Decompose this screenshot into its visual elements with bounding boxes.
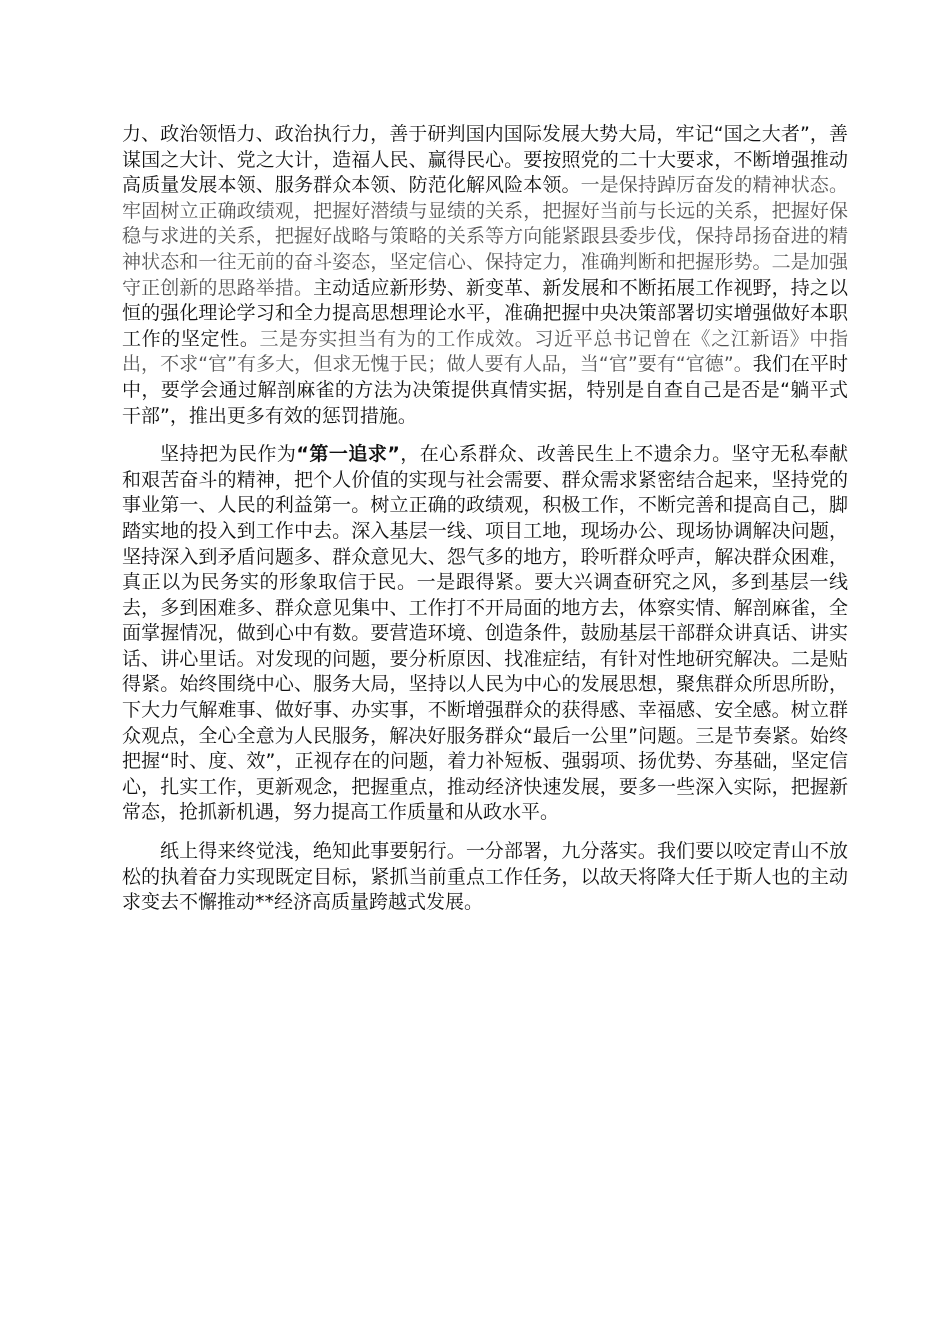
paragraph-2-body: ，在心系群众、改善民生上不遗余力。坚守无私奉献和艰苦奋斗的精神，把个人价值的实现与社会需要、群众需求紧密结合起来，坚持党的事业第一、人民的利益第一。树立正确的政绩观，积极工作，不断完善和提高自己，脚踏实地的投入到工作中去。深入基层一线、项目工地，现场办公、现场协调解决问题，坚持深入到矛盾问题多、群众意见大、怨气多的地方，聆听群众呼声，解决群众困难，真正以为民务实的形象取信于民。一是跟得紧。要大兴调查研究之风，多到基层一线去，多到困难多、群众意见集中、工作打不开局面的地方去，体察实情、解剖麻雀，全面掌握情况，做到心中有数。要营造环境、创造条件，鼓励基层干部群众讲真话、讲实话、讲心里话。对发现的问题，要分析原因、找准症结，有针对性地研究解决。二是贴得紧。始终围绕中心、服务大局，坚持以人民为中心的发展思想，聚焦群众所思所盼，下大力气解难事、做好事、办实事，不断增强群众的获得感、幸福感、安全感。树立群众观点，全心全意为人民服务，解决好服务群众“最后一公里”问题。三是节奏紧。始终把握“时、度、效”，正视存在的问题，着力补短板、强弱项、扬优势、夯基础，坚定信心，扎实工作，更新观念，把握重点，推动经济快速发展，要多一些深入实际，把握新常态，抢抓新机遇，努力提高工作质量和从政水平。 (122, 443, 848, 824)
paragraph-continuation (122, 122, 848, 429)
document-page (122, 122, 848, 916)
paragraph-conclusion (122, 839, 848, 916)
paragraph-1-part-e: 我们在平时中，要学会通过解剖麻雀的方法为决策提供真情实据，特别是自查自己是否是“躺平式干部”，推出更多有效的惩罚措施。 (122, 353, 848, 427)
paragraph-people-first (122, 442, 848, 826)
paragraph-2-lead: 坚持把为民作为 (160, 443, 297, 466)
paragraph-1-part-a: 力、政治领悟力、政治执行力，善于研判国内国际发展大势大局，牢记“国之大者”，善谋国之大计、党之大计，造福人民、赢得民心。要按照党的二十大要求，不断增强推动高质量发展本领、服务群众本领、防范化解风险本领。 (122, 123, 848, 197)
paragraph-2-emphasis: “第一追求” (296, 443, 400, 466)
paragraph-1-part-b: 一是保持踔厉奋发的精神状态。牢固树立正确政绩观，把握好潜绩与显绩的关系，把握好当前与长远的关系，把握好保稳与求进的关系，把握好战略与策略的关系等方向能紧跟县委步伐，保持昂扬奋进的精神状态和一往无前的奋斗姿态，坚定信心、保持定力，准确判断和把握形势。二是加强守正创新的思路举措。 (122, 174, 848, 299)
paragraph-1-part-d: 三是夯实担当有为的工作成效。习近平总书记曾在《之江新语》中指出，不求“官”有多大，但求无愧于民；做人要有人品，当“官”要有“官德”。 (122, 327, 848, 376)
paragraph-1-part-c: 主动适应新形势、新变革、新发展和不断拓展工作视野，持之以恒的强化理论学习和全力提高思想理论水平，准确把握中央决策部署切实增强做好本职工作的坚定性。 (122, 276, 848, 350)
paragraph-3-text: 纸上得来终觉浅，绝知此事要躬行。一分部署，九分落实。我们要以咬定青山不放松的执着奋力实现既定目标，紧抓当前重点工作任务，以故天将降大任于斯人也的主动求变去不懈推动**经济高质量跨越式发展。 (122, 840, 848, 914)
